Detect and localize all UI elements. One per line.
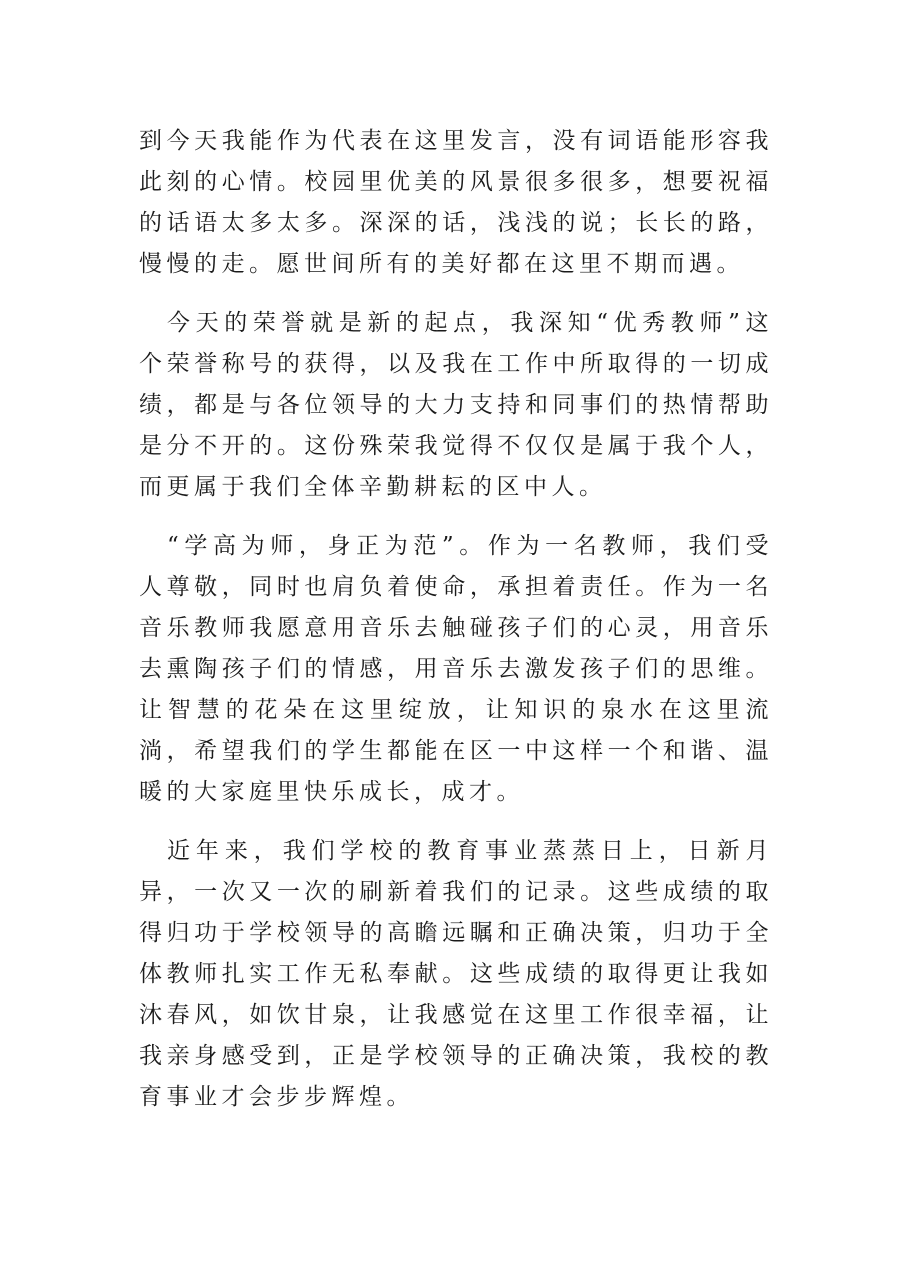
paragraph-1: 到今天我能作为代表在这里发言，没有词语能形容我此刻的心情。校园里优美的风景很多很多，想要祝福的话语太多太多。深深的话，浅浅的说；长长的路，慢慢的走。愿世间所有的美好都在这里不期而遇。	[139, 128, 773, 277]
paragraph-2: 今天的荣誉就是新的起点，我深知“优秀教师”这个荣誉称号的获得，以及我在工作中所取得的一切成绩，都是与各位领导的大力支持和同事们的热情帮助是分不开的。这份殊荣我觉得不仅仅是属于我个人，而更属于我们全体辛勤耕耘的区中人。	[139, 310, 773, 500]
document-body	[139, 121, 773, 1136]
paragraph-3: “学高为师，身正为范”。作为一名教师，我们受人尊敬，同时也肩负着使命，承担着责任。作为一名音乐教师我愿意用音乐去触碰孩子们的心灵，用音乐去熏陶孩子们的情感，用音乐去激发孩子们的思维。让智慧的花朵在这里绽放，让知识的泉水在这里流淌，希望我们的学生都能在区一中这样一个和谐、温暖的大家庭里快乐成长，成才。	[139, 533, 773, 805]
paragraph-4: 近年来，我们学校的教育事业蒸蒸日上，日新月异，一次又一次的刷新着我们的记录。这些成绩的取得归功于学校领导的高瞻远瞩和正确决策，归功于全体教师扎实工作无私奉献。这些成绩的取得更让我如沐春风，如饮甘泉，让我感觉在这里工作很幸福，让我亲身感受到，正是学校领导的正确决策，我校的教育事业才会步步辉煌。	[139, 838, 773, 1110]
